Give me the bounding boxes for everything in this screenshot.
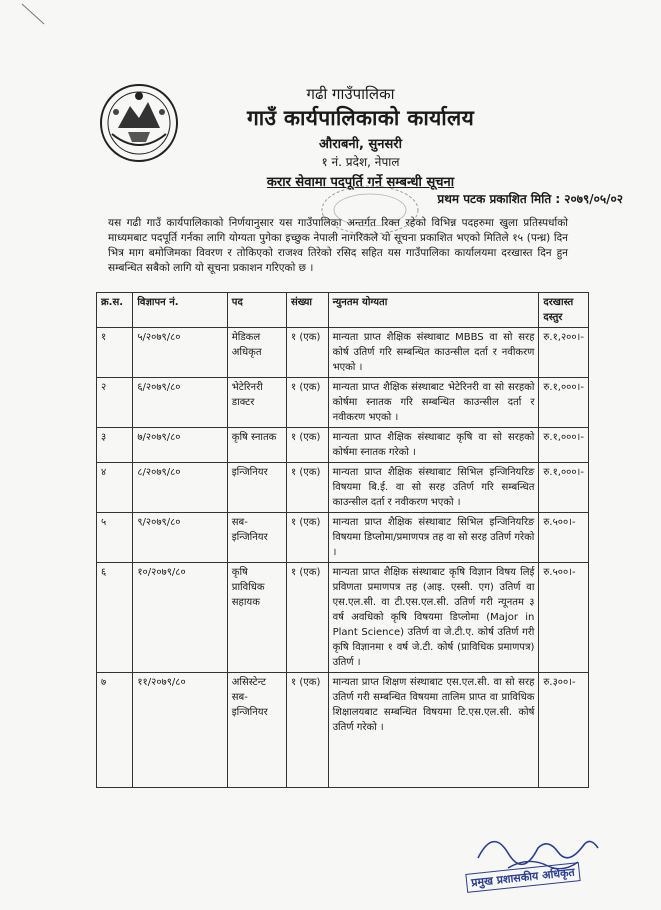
cell-qualification: मान्यता प्राप्त शैक्षिक संस्थाबाट सिभिल इन्जिनियरिङ विषयमा डिप्लोमा/प्रमाणपत्र तह वा सो सरह उतिर्ण गरेको । bbox=[328, 513, 539, 563]
cell-post: कृषि प्राविधिक सहायक bbox=[227, 563, 286, 673]
header-count: संख्या bbox=[287, 293, 329, 328]
cell-fee: रु.१,०००।- bbox=[539, 463, 589, 513]
table-row bbox=[97, 328, 589, 378]
cell-advertisement-no: १०/२०७९/८० bbox=[133, 563, 227, 673]
cell-qualification: मान्यता प्राप्त शैक्षिक संस्थाबाट भेटेरिनरी वा सो सरहको कोर्षमा स्नातक गरि सम्बन्धित काउन्सील दर्ता र नवीकरण भएको । bbox=[328, 378, 539, 428]
cell-post: भेटेरिनरी डाक्टर bbox=[227, 378, 286, 428]
cell-serial: १ bbox=[97, 328, 133, 378]
publish-date: प्रथम पटक प्रकाशित मिति : २०७९/०५/०२ bbox=[437, 192, 623, 206]
cell-qualification: मान्यता प्राप्त शैक्षिक संस्थाबाट कृषि वा सो सरहको कोर्षमा स्नातक गरेको । bbox=[328, 428, 539, 463]
cell-fee: रु.१,०००।- bbox=[539, 378, 589, 428]
cell-advertisement-no: ९/२०७९/८० bbox=[133, 513, 227, 563]
cell-fee: रु.३००।- bbox=[539, 673, 589, 788]
cell-serial: २ bbox=[97, 378, 133, 428]
table-row bbox=[97, 513, 589, 563]
header-post: पद bbox=[227, 293, 286, 328]
cell-advertisement-no: ५/२०७९/८० bbox=[133, 328, 227, 378]
cell-count: १ (एक) bbox=[287, 378, 329, 428]
province-line: १ नं. प्रदेश, नेपाल bbox=[321, 155, 400, 169]
table-row bbox=[97, 378, 589, 428]
cell-qualification: मान्यता प्राप्त शैक्षिक संस्थाबाट MBBS वा सो सरह कोर्ष उतिर्ण गरि सम्बन्धित काउन्सील दर्ता र नवीकरण भएको । bbox=[328, 328, 539, 378]
cell-fee: रु.१,२००।- bbox=[539, 328, 589, 378]
table-row bbox=[97, 463, 589, 513]
cell-post: इन्जिनियर bbox=[227, 463, 286, 513]
municipality-name: गढी गाउँपालिका bbox=[306, 85, 395, 103]
cell-count: १ (एक) bbox=[287, 513, 329, 563]
table-header-row bbox=[97, 293, 589, 328]
vacancy-table bbox=[96, 292, 589, 788]
cell-fee: रु.५००।- bbox=[539, 563, 589, 673]
table-row bbox=[97, 428, 589, 463]
cell-post: असिस्टेन्ट सब-इन्जिनियर bbox=[227, 673, 286, 788]
cell-serial: ५ bbox=[97, 513, 133, 563]
signatory-title: प्रमुख प्रशासकीय अधिकृत bbox=[465, 862, 580, 893]
header-fee: दरखास्त दस्तुर bbox=[539, 293, 589, 328]
table-row bbox=[97, 673, 589, 788]
cell-qualification: मान्यता प्राप्त शैक्षिक संस्थाबाट कृषि विज्ञान विषय लिई प्रविणता प्रमाणपत्र तह (आइ. एस्सी. एग) उतिर्ण वा एस.एल.सी. वा टी.एस.एल.सी. उतिर्ण गरी न्यूनतम ३ वर्ष अवधिको कृषि विषयमा डिप्लोमा (Major in Plant Science) उतिर्ण वा जे.टी.ए. कोर्ष उतिर्ण गरी कृषि विज्ञानमा १ वर्ष जे.टी. कोर्ष (प्राविधिक प्रमाणपत्र) उतिर्ण । bbox=[328, 563, 539, 673]
office-location: औराबनी, सुनसरी bbox=[319, 137, 402, 152]
cell-serial: ७ bbox=[97, 673, 133, 788]
cell-qualification: मान्यता प्राप्त शैक्षिक संस्थाबाट सिभिल इन्जिनियरिङ विषयमा बि.ई. वा सो सरह उतिर्ण गरि सम्बन्धित काउन्सील दर्ता र नवीकरण भएको । bbox=[328, 463, 539, 513]
header-serial: क्र.स. bbox=[97, 293, 133, 328]
cell-count: १ (एक) bbox=[287, 428, 329, 463]
cell-qualification: मान्यता प्राप्त शिक्षण संस्थाबाट एस.एल.सी. वा सो सरह उतिर्ण गरी सम्बन्धित विषयमा तालिम प्राप्त वा प्राविधिक शिक्षालयबाट सम्बन्धित विषयमा टि.एस.एल.सी. कोर्ष उतिर्ण गरेको । bbox=[328, 673, 539, 788]
cell-fee: रु.५००।- bbox=[539, 513, 589, 563]
cell-post: सब-इन्जिनियर bbox=[227, 513, 286, 563]
cell-serial: ६ bbox=[97, 563, 133, 673]
cell-count: १ (एक) bbox=[287, 328, 329, 378]
cell-advertisement-no: ११/२०७९/८० bbox=[133, 673, 227, 788]
cell-fee: रु.१,०००।- bbox=[539, 428, 589, 463]
header-advertisement-no: विज्ञापन नं. bbox=[133, 293, 227, 328]
cell-serial: ४ bbox=[97, 463, 133, 513]
scan-corner-mark bbox=[0, 0, 60, 30]
intro-paragraph: यस गढी गाउँ कार्यपालिकाको निर्णयानुसार यस गाउँपालिका अन्तर्गत रिक्त रहेको विभिन्न पदहरुमा खुला प्रतिस्पर्धाको माध्यमबाट पदपूर्ति गर्नका लागि योग्यता पुगेका इच्छुक नेपाली नागरिकले यो सूचना प्रकाशित भएको मितिले १५ (पन्ध्र) दिन भित्र माग बमोजिमका विवरण र तोकिएको राजश्व तिरेको रसिद सहित यस गाउँपालिका कार्यालयमा दरखास्त दिन हुन सम्बन्धित सबैको लागि यो सूचना प्रकाशन गरिएको छ । bbox=[108, 217, 568, 274]
cell-count: १ (एक) bbox=[287, 463, 329, 513]
cell-post: मेडिकल अधिकृत bbox=[227, 328, 286, 378]
office-name: गाउँ कार्यपालिकाको कार्यालय bbox=[246, 106, 475, 130]
cell-advertisement-no: ७/२०७९/८० bbox=[133, 428, 227, 463]
cell-count: १ (एक) bbox=[287, 673, 329, 788]
cell-advertisement-no: ८/२०७९/८० bbox=[133, 463, 227, 513]
header-qualification: न्युनतम योग्यता bbox=[328, 293, 539, 328]
cell-serial: ३ bbox=[97, 428, 133, 463]
table-row bbox=[97, 563, 589, 673]
cell-post: कृषि स्नातक bbox=[227, 428, 286, 463]
cell-advertisement-no: ६/२०७९/८० bbox=[133, 378, 227, 428]
cell-count: १ (एक) bbox=[287, 563, 329, 673]
notice-title: करार सेवामा पदपूर्ति गर्ने सम्बन्धी सूचना bbox=[266, 175, 455, 190]
